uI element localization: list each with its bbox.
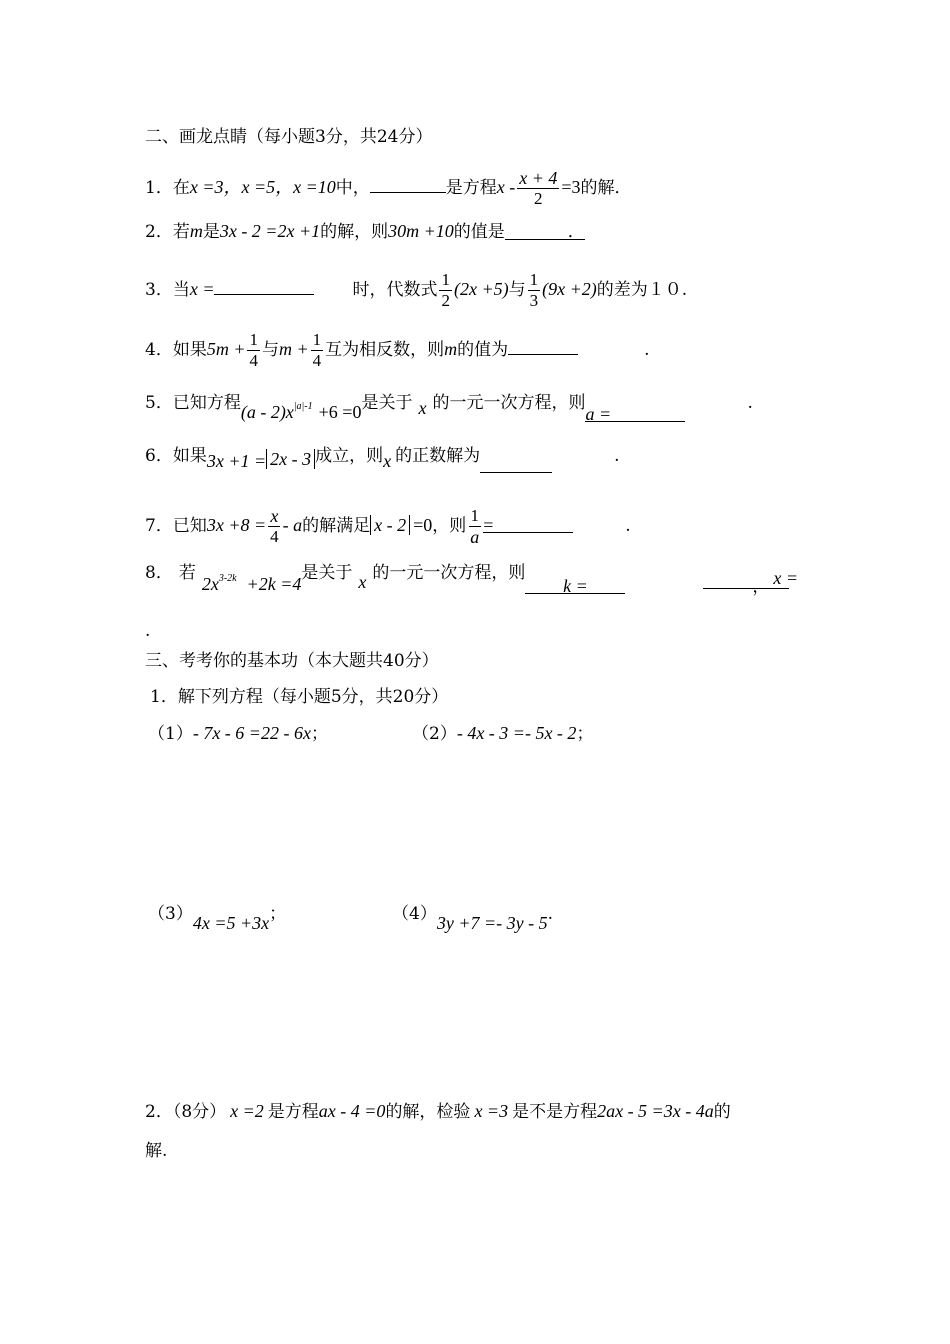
fraction bbox=[268, 506, 281, 547]
question-text: 互为相反数，则 bbox=[325, 340, 445, 360]
question-text: 的一元一次方程，则 bbox=[432, 393, 586, 413]
punct: ； bbox=[310, 724, 328, 744]
numerator: x + 4 bbox=[519, 168, 558, 188]
question-text: 的值为 bbox=[457, 340, 509, 360]
math-var: x bbox=[383, 451, 392, 471]
problem-4 bbox=[392, 902, 553, 933]
math-expr: 3x - 2 =2x +1 bbox=[219, 221, 321, 241]
answer-blank[interactable] bbox=[214, 276, 314, 295]
problem-label: （2） bbox=[412, 724, 457, 744]
denominator: 4 bbox=[312, 351, 322, 370]
answer-blank-x-spacer bbox=[683, 576, 770, 597]
math-expr: ax - 4 =0 bbox=[318, 1101, 386, 1121]
question-2-s3 bbox=[145, 1100, 731, 1123]
period: . bbox=[625, 516, 631, 536]
answer-blank-k[interactable] bbox=[525, 575, 625, 594]
problem-label: （4） bbox=[392, 904, 437, 924]
question-text: 是 bbox=[202, 222, 220, 242]
question-number: 1． bbox=[145, 178, 173, 198]
numerator: 1 bbox=[312, 330, 322, 349]
question-text: 的解，检验 bbox=[385, 1102, 471, 1122]
fraction bbox=[311, 330, 324, 371]
question-number: 8． bbox=[145, 563, 173, 583]
math-var: m bbox=[444, 339, 458, 359]
answer-blank[interactable] bbox=[370, 174, 446, 193]
punct: ； bbox=[576, 724, 594, 744]
question-text: 已知 bbox=[172, 516, 207, 536]
equation: - 4x - 3 =- 5x - 2 bbox=[456, 723, 577, 743]
question-text: 当 bbox=[172, 280, 190, 300]
question-text: 成立，则 bbox=[315, 446, 384, 466]
exponent: |a|-1 bbox=[293, 401, 313, 412]
question-text: 的值是 bbox=[453, 222, 505, 242]
math-expr: m + bbox=[278, 339, 309, 359]
question-text: 与 bbox=[261, 340, 279, 360]
math-expr: 3x +1 = bbox=[206, 451, 267, 471]
math-expr: 30m +10 bbox=[388, 221, 454, 241]
math-var: m bbox=[189, 221, 203, 241]
question-text: ，则 bbox=[432, 516, 467, 536]
math-expr: x - bbox=[496, 177, 516, 197]
question-number: 2． bbox=[145, 1102, 173, 1122]
numerator: 1 bbox=[470, 506, 480, 525]
math-expr: (2x +5) bbox=[453, 279, 509, 299]
subsection-heading: 1．解下列方程（每小题5分，共20分） bbox=[150, 687, 449, 707]
question-3 bbox=[145, 270, 687, 311]
question-text: 是方程 bbox=[445, 178, 497, 198]
math-expr: = bbox=[483, 515, 494, 535]
equation: 4x =5 +3x bbox=[192, 913, 270, 933]
math-var: x bbox=[358, 572, 367, 592]
equation: - 7x - 6 =22 - 6x bbox=[192, 723, 311, 743]
period: . bbox=[644, 340, 650, 360]
period: . bbox=[747, 393, 753, 413]
question-text: 是不是方程 bbox=[512, 1102, 598, 1122]
math-expr: 2x bbox=[201, 574, 219, 594]
math-expr: (a - 2)x bbox=[240, 402, 294, 422]
fraction bbox=[439, 270, 452, 311]
absolute-value: 2x - 3 bbox=[266, 449, 315, 469]
problem-label: （1） bbox=[148, 724, 193, 744]
section-heading: 三、考考你的基本功（本大题共40分） bbox=[145, 651, 439, 671]
math-expr: (9x +2) bbox=[542, 279, 597, 299]
answer-blank[interactable] bbox=[505, 221, 585, 240]
question-text: 如果 bbox=[172, 446, 207, 466]
numerator: 1 bbox=[249, 330, 258, 349]
math-expr: - a bbox=[282, 515, 303, 535]
math-expr: +6 =0 bbox=[318, 402, 362, 422]
problem-3 bbox=[148, 902, 287, 933]
denominator: 2 bbox=[441, 291, 450, 310]
numerator: x bbox=[270, 506, 279, 526]
question-text: 的正数解为 bbox=[395, 446, 481, 466]
math-expr: =3 bbox=[561, 177, 581, 197]
math-expr: x =3，x =5，x =10 bbox=[189, 177, 336, 197]
question-text: 解. bbox=[145, 1141, 168, 1161]
problem-2 bbox=[412, 722, 593, 745]
question-7 bbox=[145, 506, 631, 547]
math-expr: 5m + bbox=[206, 339, 246, 359]
question-number: 5． bbox=[145, 393, 173, 413]
math-expr: 3x +8 = bbox=[206, 515, 267, 535]
points: （8分） bbox=[172, 1102, 227, 1122]
math-expr: =0 bbox=[413, 515, 433, 535]
question-6 bbox=[145, 442, 620, 471]
denominator: a bbox=[470, 527, 480, 547]
question-text: 若 bbox=[172, 222, 190, 242]
question-1 bbox=[145, 168, 632, 209]
problem-label: （3） bbox=[148, 904, 193, 924]
denominator: 4 bbox=[270, 527, 279, 546]
question-number: 3． bbox=[145, 280, 173, 300]
question-text: 的解． bbox=[580, 178, 632, 198]
numerator: 1 bbox=[441, 270, 450, 289]
math-expr: x =3 bbox=[474, 1101, 509, 1121]
question-number: 6． bbox=[145, 446, 173, 466]
question-number: 4． bbox=[145, 340, 173, 360]
question-text: 是关于 bbox=[301, 563, 353, 583]
section-heading: 二、画龙点睛（每小题3分，共24分） bbox=[145, 127, 433, 147]
equation: 3y +7 =- 3y - 5 bbox=[436, 913, 548, 933]
numerator: 1 bbox=[529, 270, 539, 289]
answer-blank[interactable] bbox=[483, 514, 573, 533]
denominator: 2 bbox=[534, 189, 543, 208]
question-2 bbox=[145, 220, 585, 243]
question-text: 是方程 bbox=[267, 1102, 319, 1122]
question-text: 的解，则 bbox=[320, 222, 389, 242]
denominator: 3 bbox=[529, 291, 539, 310]
math-expr: k = bbox=[563, 576, 588, 596]
question-8 bbox=[145, 556, 799, 597]
math-expr: a = bbox=[585, 404, 612, 424]
period: ． bbox=[567, 222, 585, 242]
question-5 bbox=[145, 386, 753, 424]
fraction bbox=[468, 506, 481, 547]
question-text: 已知方程 bbox=[172, 393, 241, 413]
absolute-value: x - 2 bbox=[370, 515, 410, 535]
math-expr: x =2 bbox=[230, 1101, 264, 1121]
problem-1 bbox=[148, 722, 328, 745]
question-text: 如果 bbox=[172, 340, 207, 360]
question-text: 的解满足 bbox=[302, 516, 371, 536]
fraction bbox=[528, 270, 541, 311]
exponent: 3-2k bbox=[218, 573, 237, 584]
question-text: 的 bbox=[713, 1102, 731, 1122]
answer-blank[interactable] bbox=[480, 454, 552, 473]
question-text: 是关于 bbox=[361, 393, 413, 413]
math-var: x bbox=[418, 398, 427, 418]
question-text: 的差为１０. bbox=[596, 280, 688, 300]
math-expr: +2k =4 bbox=[246, 574, 302, 594]
question-text: 时，代数式 bbox=[352, 280, 438, 300]
fraction bbox=[247, 330, 260, 371]
question-number: 7． bbox=[145, 516, 173, 536]
question-text: 的一元一次方程，则 bbox=[372, 563, 526, 583]
math-expr: 2ax - 5 =3x - 4a bbox=[597, 1101, 714, 1121]
answer-blank[interactable] bbox=[585, 403, 685, 422]
answer-blank[interactable] bbox=[508, 336, 578, 355]
question-text: 与 bbox=[508, 280, 526, 300]
question-text: 中， bbox=[335, 178, 370, 198]
question-4 bbox=[145, 330, 650, 371]
question-text: 若 bbox=[178, 563, 196, 583]
punct: ； bbox=[269, 904, 287, 924]
question-number: 2． bbox=[145, 222, 173, 242]
answer-blank-x[interactable] bbox=[703, 588, 789, 589]
period: . bbox=[145, 621, 151, 641]
period: . bbox=[614, 446, 620, 466]
math-expr: x = bbox=[773, 568, 799, 588]
question-text: 在 bbox=[172, 178, 190, 198]
punct: . bbox=[547, 904, 553, 924]
denominator: 4 bbox=[249, 351, 258, 370]
comma: ， bbox=[752, 577, 770, 597]
math-expr: x = bbox=[189, 279, 215, 299]
fraction bbox=[517, 168, 559, 209]
